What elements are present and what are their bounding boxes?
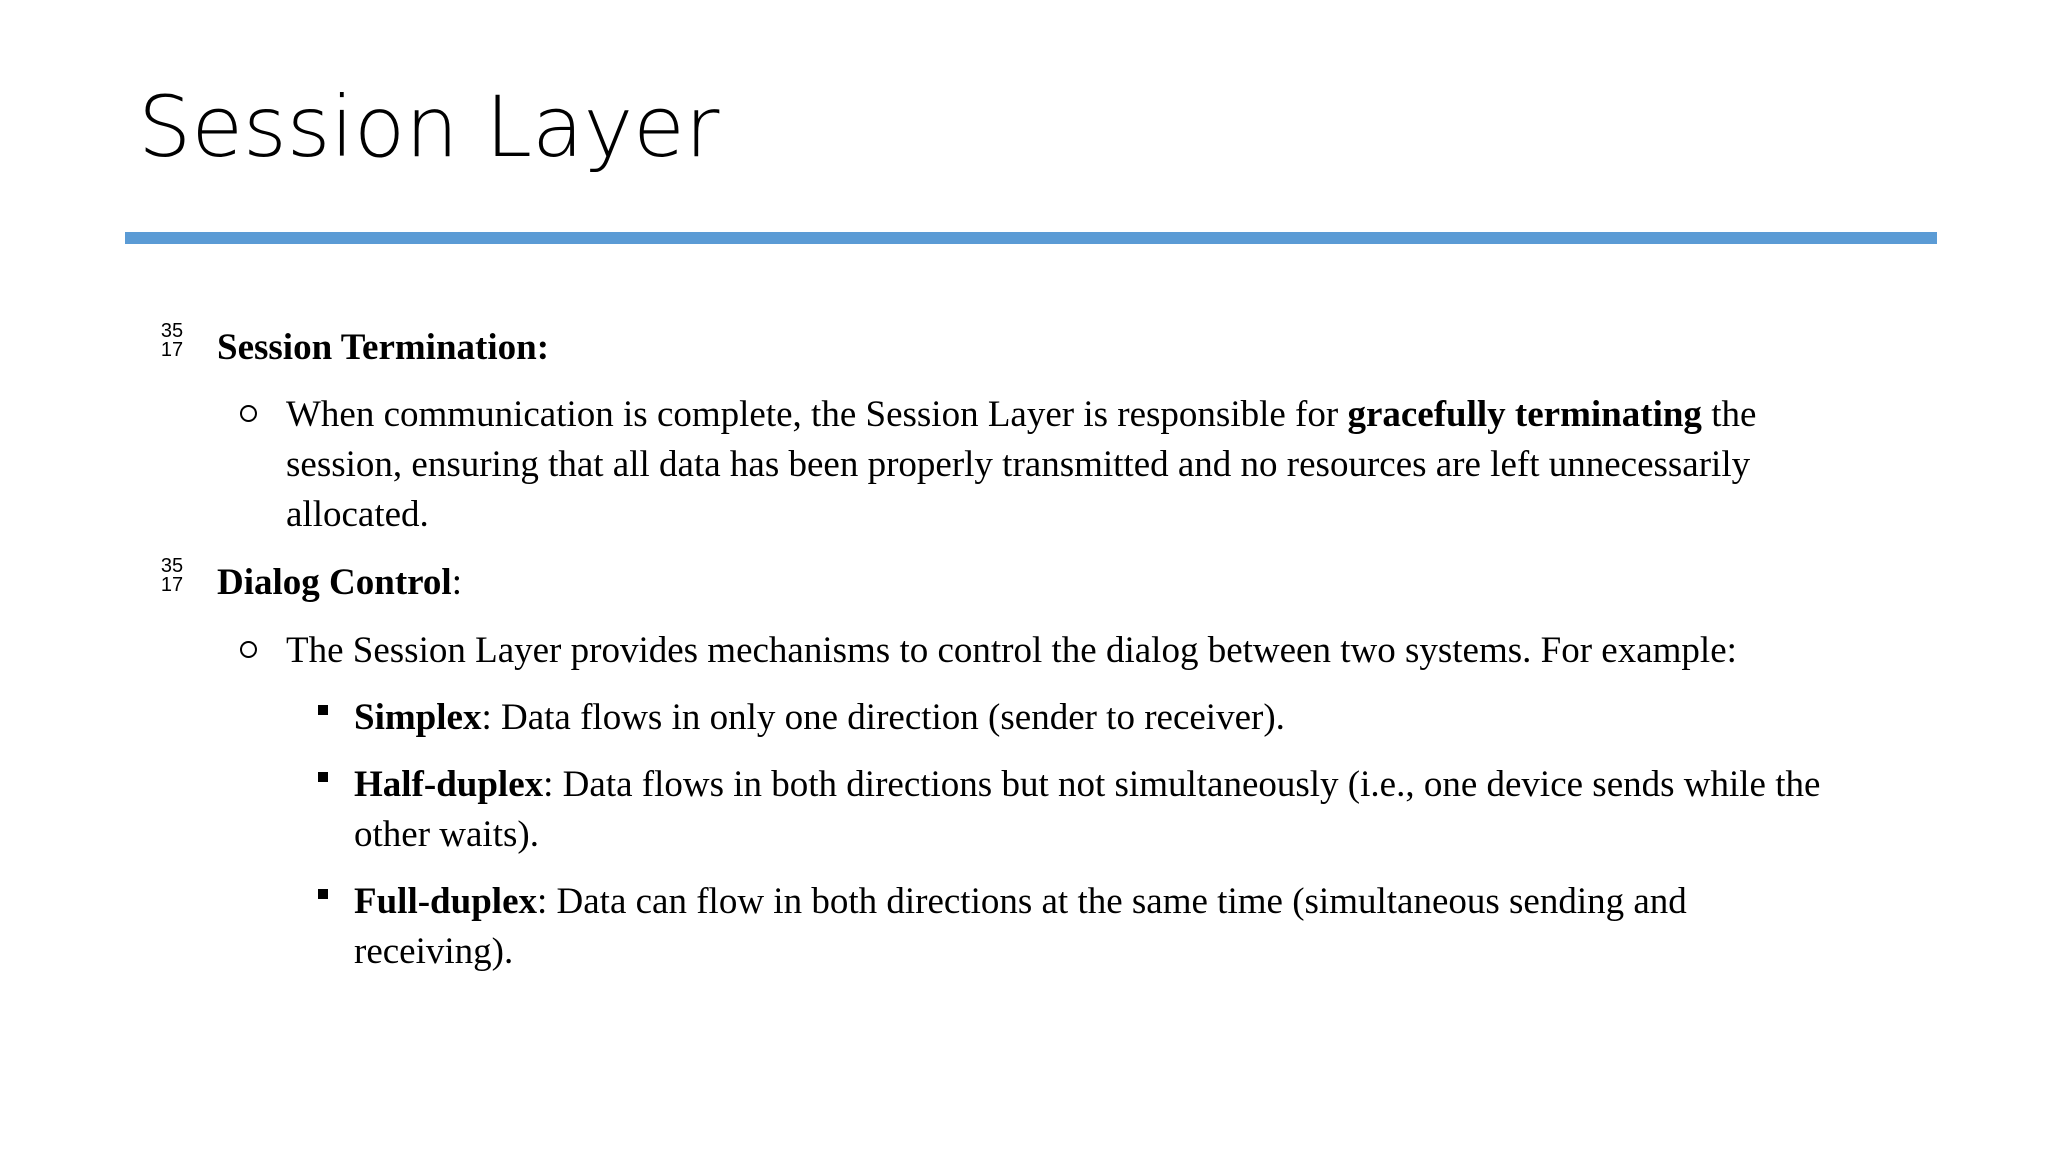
text-segment: When communication is complete, the Session Layer is responsible for xyxy=(286,394,1348,435)
section-heading-text: Dialog Control xyxy=(217,562,452,603)
marker-bottom: 17 xyxy=(160,339,184,361)
marker-top: 35 xyxy=(160,320,184,342)
list-item-continuation: other waits). xyxy=(354,814,539,855)
section-heading xyxy=(217,558,462,608)
paragraph-line: session, ensuring that all data has been properly transmitted and no resources are left unnecessarily xyxy=(286,444,1751,485)
text-segment: the xyxy=(1701,394,1757,435)
item-term: Full-duplex xyxy=(354,881,537,922)
slide-title: Session Layer xyxy=(138,78,720,176)
paragraph-line xyxy=(286,390,1756,440)
text-bold-segment: gracefully terminating xyxy=(1347,394,1702,435)
square-bullet-icon xyxy=(318,772,328,782)
item-text: : Data can flow in both directions at the same time (simultaneous sending and xyxy=(537,881,1687,922)
item-text: : Data flows in only one direction (sender to receiver). xyxy=(481,697,1285,738)
marker-bottom: 17 xyxy=(160,574,184,596)
item-term: Half-duplex xyxy=(354,764,544,805)
item-text: : Data flows in both directions but not simultaneously (i.e., one device sends while the xyxy=(543,764,1821,805)
section-heading xyxy=(217,323,549,373)
circle-bullet-icon xyxy=(240,405,257,422)
square-bullet-icon xyxy=(318,889,328,899)
list-item xyxy=(354,877,1687,927)
section-marker xyxy=(157,322,187,360)
marker-top: 35 xyxy=(160,555,184,577)
list-item xyxy=(354,760,1820,810)
list-item-continuation: receiving). xyxy=(354,931,514,972)
circle-bullet-icon xyxy=(240,641,257,658)
section-marker xyxy=(157,557,187,595)
square-bullet-icon xyxy=(318,705,328,715)
section-heading-text: Session Termination: xyxy=(217,327,550,368)
list-item xyxy=(354,693,1285,743)
paragraph-line: The Session Layer provides mechanisms to control the dialog between two systems. For example: xyxy=(286,630,1737,671)
item-term: Simplex xyxy=(354,697,482,738)
text-segment: : xyxy=(451,562,462,603)
paragraph-line: allocated. xyxy=(286,494,429,535)
